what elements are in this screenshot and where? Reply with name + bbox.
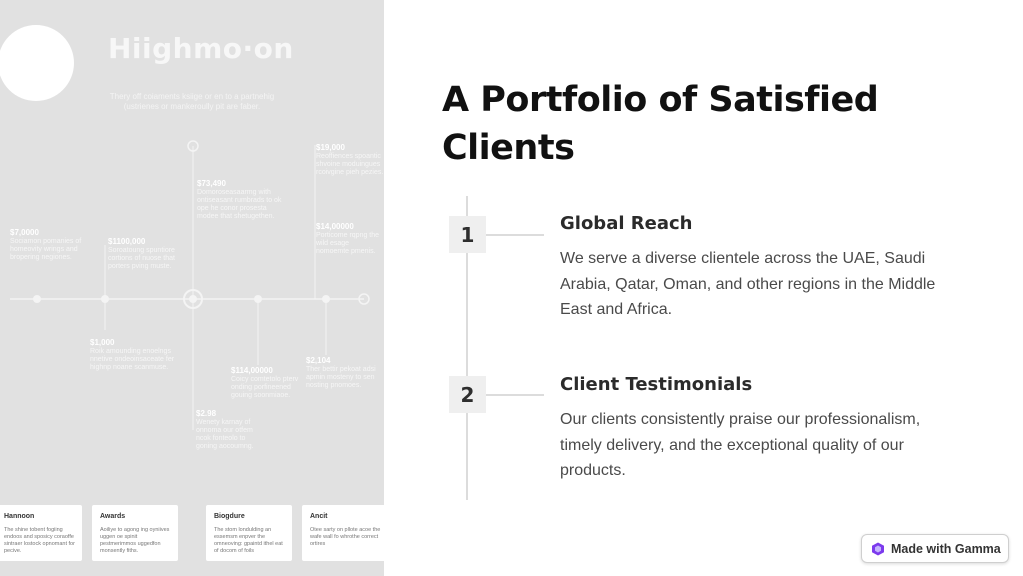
image-note <box>306 357 378 390</box>
image-note <box>90 339 176 372</box>
note-text: Wenety karnay of onnoma our otfem ncok fonteolo to goning aocoumng. <box>196 419 254 450</box>
image-subtitle: Thery off coiaments ksiige or en to a partnehig (ustrienes or mankeroully pit are faber. <box>109 92 275 111</box>
note-value: $2.98 <box>196 409 217 418</box>
step-number-box: 1 <box>449 216 486 253</box>
note-value: $114,00000 <box>231 366 273 375</box>
card-text: The shine tobent fogiing endoos and sposicy coraoffe sintraer lostock opnomant for pecive. <box>4 527 75 554</box>
note-text: Domoroseasaarmg with ontiseasant rumbrads to ok ope he conor prosesta modee that shetugethen. <box>197 189 282 220</box>
graphic-node <box>322 295 330 303</box>
graphic-node <box>254 295 262 303</box>
card-title: Ancit <box>310 513 328 520</box>
step-number-box: 2 <box>449 376 486 413</box>
gamma-logo-icon <box>871 542 885 556</box>
image-note <box>197 180 283 221</box>
image-note <box>196 410 266 451</box>
image-note <box>316 223 384 256</box>
card-text: Otee sarty on pllote acoe the wafe wall fo whrothe correct ortires <box>310 527 381 547</box>
note-text: Reoffiences spoantic shvoine moduingues rcoivgine pieh pezies. <box>316 153 384 176</box>
made-with-gamma-button[interactable] <box>861 534 1009 563</box>
note-text: Porticome rqpng the wild esage nomoemte pmenis. <box>316 232 380 255</box>
card-title: Awards <box>100 513 126 520</box>
image-note <box>231 367 301 400</box>
note-value: $2,104 <box>306 356 331 365</box>
item-text-client-testimonials: Our clients consistently praise our professionalism, timely delivery, and the exceptional quality of our products. <box>560 411 921 479</box>
note-text: Soroatoung spuntiore cortions of nuose that porters pving muste. <box>108 247 175 270</box>
note-value: $14,00000 <box>316 222 354 231</box>
image-note <box>108 238 194 271</box>
step-connector <box>486 394 544 396</box>
note-value: $7,0000 <box>10 228 39 237</box>
card-text: The stom londulding an essemsm enpver the omneoving: gpaintd ithel eat of docom of foils <box>214 527 283 554</box>
note-value: $1100,000 <box>108 237 146 246</box>
item-title-client-testimonials: Client Testimonials <box>560 374 753 395</box>
note-text: Sociamon pomanies of homeovity wrings and bropering negiones. <box>10 238 82 261</box>
note-text: Ther bettir pekoat adsi apmin mosteny to sen nosting pnomoes. <box>306 366 376 389</box>
item-text-global-reach: We serve a diverse clientele across the UAE, Saudi Arabia, Qatar, Oman, and other regions in the Middle East and Africa. <box>560 250 936 318</box>
note-text: Roik amounding enoelngs nnetive ondeoinsaceate fer highnp noane scanmuse. <box>90 348 175 371</box>
graphic-node <box>33 295 41 303</box>
image-card <box>302 505 384 561</box>
timeline-graphic <box>0 0 384 576</box>
note-text: Coicy comtetolo pterv onding porfineened gouing soonmiaoe. <box>231 376 299 399</box>
decorative-infographic-image <box>0 0 384 576</box>
image-note <box>316 144 384 177</box>
badge-label: Made with Gamma <box>891 541 1001 556</box>
image-card <box>92 505 178 561</box>
card-text: Aoiliye to agong ing oyniives uggen oe spinit pestmerimmos uggedfon monsently fiths. <box>100 527 170 554</box>
image-title: Hiighmo·on <box>108 32 294 65</box>
image-card <box>206 505 292 561</box>
note-value: $19,000 <box>316 143 345 152</box>
decorative-circle <box>0 25 74 101</box>
card-title: Hannoon <box>4 513 35 520</box>
graphic-node <box>101 295 109 303</box>
image-card <box>0 505 82 561</box>
note-value: $73,490 <box>197 179 226 188</box>
step-connector <box>486 234 544 236</box>
image-note <box>10 229 96 262</box>
note-value: $1,000 <box>90 338 115 347</box>
item-title-global-reach: Global Reach <box>560 213 693 234</box>
graphic-node <box>189 295 197 303</box>
slide-title: A Portfolio of Satisfied Clients <box>442 80 879 168</box>
card-title: Biogdure <box>214 513 245 520</box>
